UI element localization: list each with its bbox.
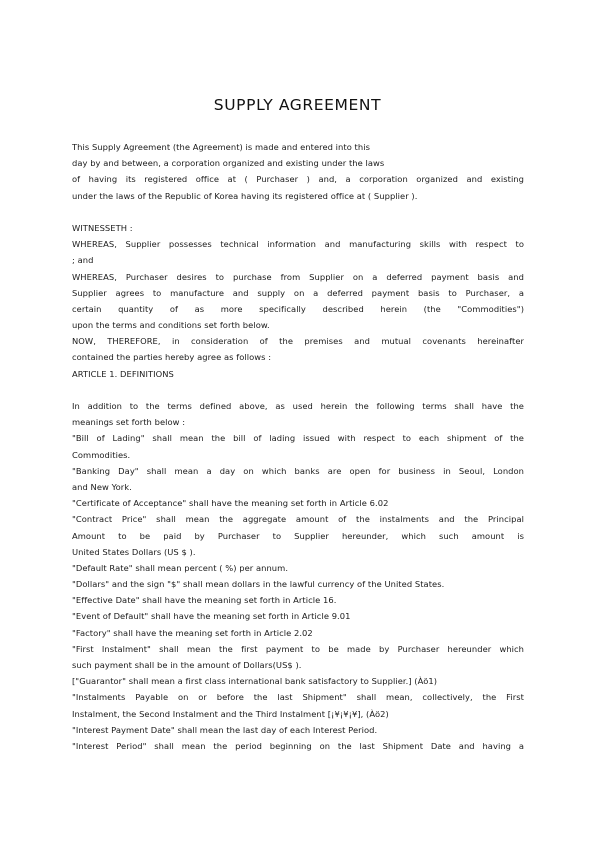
text-line: contained the parties hereby agree as follows : [72,352,272,363]
text-line: In addition to the terms defined above, as used herein the following terms shall have the [72,401,524,411]
text-line: and New York. [72,481,132,492]
text-line: "Dollars" and the sign "$" shall mean dollars in the lawful currency of the United States. [72,579,445,590]
text-line: "Bill of Lading" shall mean the bill of lading issued with respect to each shipment of the [72,433,524,444]
text-line: "First Instalment" shall mean the first payment to be made by Purchaser hereunder which [72,643,524,654]
text-line: "Effective Date" shall have the meaning set forth in Article 16. [72,595,337,606]
text-line: ["Guarantor" shall mean a first class international bank satisfactory to Supplier.] (Àö1) [72,676,438,687]
text-line: ; and [72,255,94,266]
text-line: Instalment, the Second Instalment and the Third Instalment [¡¥¡¥¡¥], (Àö2) [72,708,389,719]
blank-line [72,382,524,398]
text-line: WITNESSETH : [72,222,133,233]
text-line: United States Dollars (US $ ). [72,546,196,557]
text-line: "Event of Default" shall have the meaning set forth in Article 9.01 [72,611,351,622]
text-line: WHEREAS, Supplier possesses technical information and manufacturing skills with respect to [72,239,524,250]
text-line: ARTICLE 1. DEFINITIONS [72,368,174,379]
text-line: upon the terms and conditions set forth below. [72,320,270,331]
text-line: day by and between, a corporation organized and existing under the laws [72,158,385,169]
text-line: "Interest Payment Date" shall mean the last day of each Interest Period. [72,724,378,735]
text-line: NOW, THEREFORE, in consideration of the premises and mutual covenants hereinafter [72,336,524,347]
text-line: Amount to be paid by Purchaser to Supplier hereunder, which such amount is [72,530,524,541]
text-line: such payment shall be in the amount of Dollars(US$ ). [72,660,302,670]
text-line: certain quantity of as more specifically described herein (the "Commodities") [72,303,524,314]
text-line: "Contract Price" shall mean the aggregate amount of the instalments and the Principal [72,514,524,525]
text-line: "Certificate of Acceptance" shall have the meaning set forth in Article 6.02 [72,498,389,509]
document-title: SUPPLY AGREEMENT [213,96,382,114]
text-line: WHEREAS, Purchaser desires to purchase from Supplier on a deferred payment basis and [72,271,524,282]
document-body [72,139,524,754]
text-line: "Default Rate" shall mean percent ( %) per annum. [72,562,289,573]
text-line: "Factory" shall have the meaning set forth in Article 2.02 [72,627,313,638]
text-line: This Supply Agreement (the Agreement) is made and entered into this [72,142,370,152]
blank-line [72,204,524,220]
text-line: of having its registered office at ( Purchaser ) and, a corporation organized and existing [72,174,524,185]
text-line: "Interest Period" shall mean the period beginning on the last Shipment Date and having a [72,740,524,751]
text-line: "Banking Day" shall mean a day on which banks are open for business in Seoul, London [72,465,524,476]
text-line: Supplier agrees to manufacture and supply on a deferred payment basis to Purchaser, a [72,287,524,298]
text-line: meanings set forth below : [72,417,186,428]
text-line: Commodities. [72,449,131,460]
text-line: under the laws of the Republic of Korea having its registered office at ( Supplier ). [72,190,418,201]
text-line: "Instalments Payable on or before the last Shipment" shall mean, collectively, the First [72,692,524,703]
